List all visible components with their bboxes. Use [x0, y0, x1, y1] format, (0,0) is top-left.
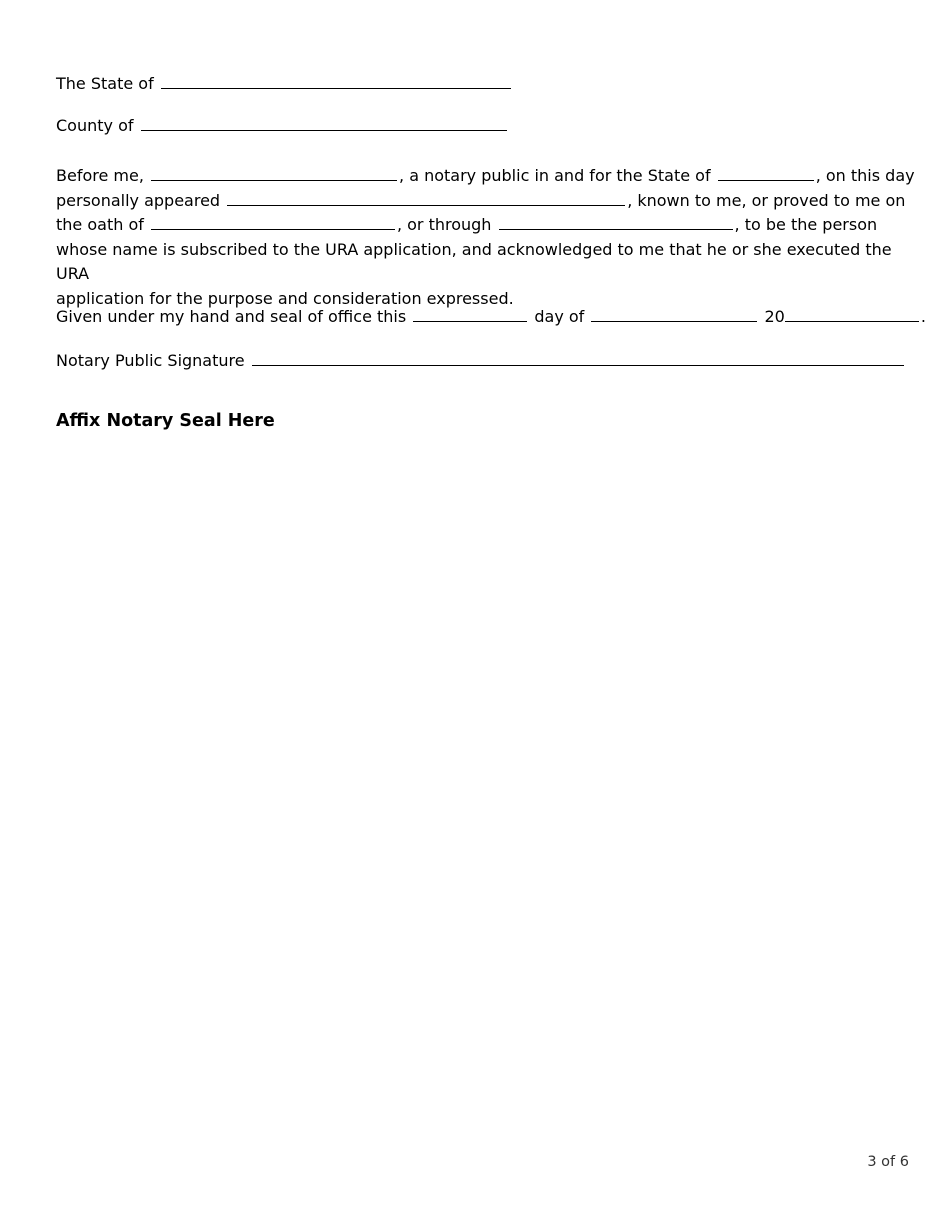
period-text: .: [920, 307, 926, 326]
day-number-field[interactable]: [413, 305, 527, 322]
month-field[interactable]: [591, 305, 757, 322]
state-label: The State of: [56, 74, 154, 93]
state-field[interactable]: [161, 72, 511, 89]
signature-line: [56, 349, 906, 373]
day-of-text: day of: [534, 307, 585, 326]
county-field[interactable]: [141, 114, 507, 131]
signature-label: Notary Public Signature: [56, 351, 245, 370]
county-line: [56, 114, 509, 138]
oath-of-field[interactable]: [151, 213, 395, 230]
appeared-person-field[interactable]: [227, 189, 625, 206]
signature-field[interactable]: [252, 349, 904, 366]
paragraph-row-4: whose name is subscribed to the URA application, and acknowledged to me that he or she executed the URA: [56, 239, 892, 283]
given-under-text: Given under my hand and seal of office this: [56, 307, 407, 326]
personally-appeared-text: personally appeared: [56, 190, 221, 210]
year-prefix-text: 20: [764, 307, 785, 326]
on-this-day-text: , on this day: [815, 166, 915, 185]
county-label: County of: [56, 116, 134, 135]
paragraph-row-2: [56, 189, 906, 214]
to-be-person-text: , to be the person: [734, 215, 878, 234]
notary-name-field[interactable]: [151, 164, 397, 181]
year-field[interactable]: [785, 305, 919, 322]
through-field[interactable]: [499, 213, 733, 230]
known-to-me-text: , known to me, or proved to me on: [627, 190, 906, 210]
paragraph-row-3: [56, 213, 896, 238]
state-line: [56, 72, 513, 96]
page-indicator: 3 of 6: [867, 1154, 909, 1170]
before-me-text: Before me,: [56, 166, 144, 185]
or-through-text: , or through: [396, 215, 492, 234]
the-oath-of-text: the oath of: [56, 215, 144, 234]
notary-in-for-text: , a notary public in and for the State of: [399, 166, 711, 185]
paragraph-row-5: application for the purpose and consideration expressed.: [56, 288, 514, 308]
notary-paragraph: [56, 164, 915, 311]
paragraph-row-1: [56, 164, 915, 189]
given-under-line: [56, 305, 926, 329]
notary-state-field[interactable]: [718, 164, 814, 181]
seal-heading: Affix Notary Seal Here: [56, 411, 275, 431]
